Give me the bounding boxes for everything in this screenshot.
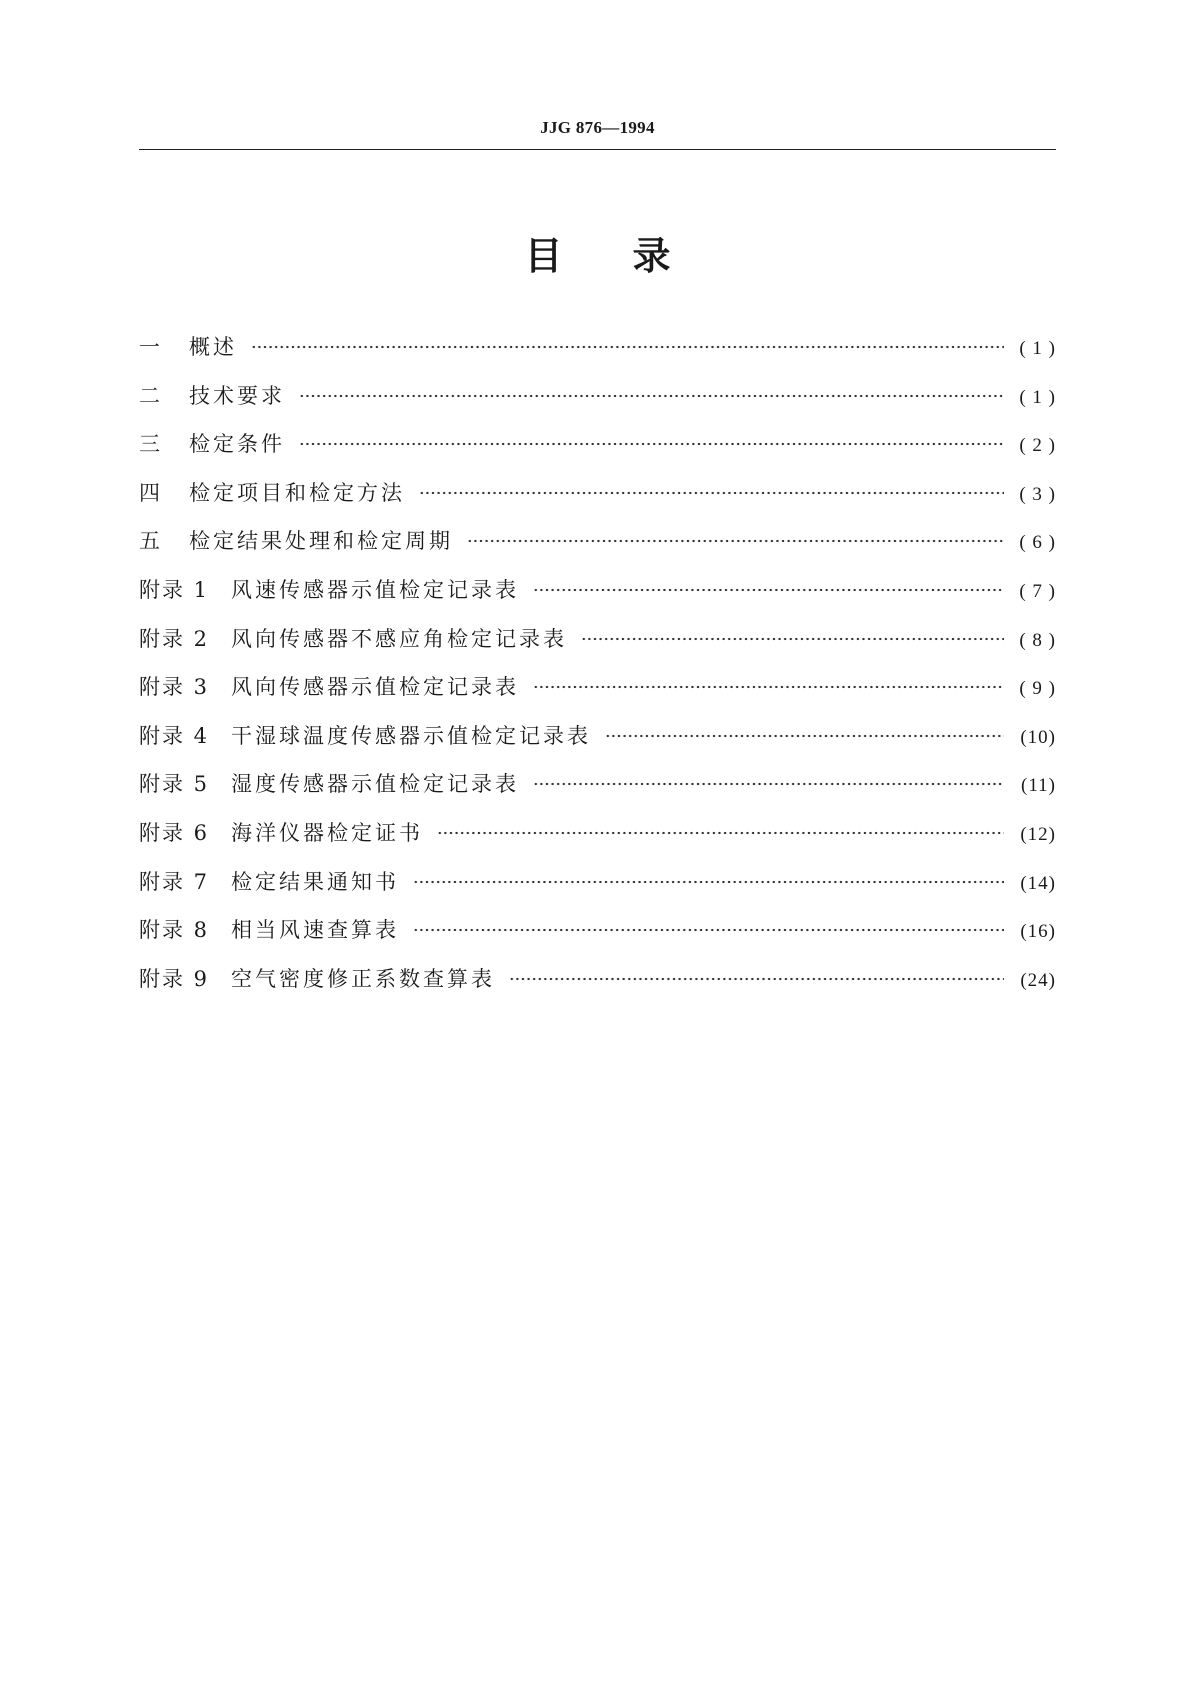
- toc-entry-page: ( 2 ): [1019, 435, 1056, 457]
- toc-entry-number: 二: [139, 383, 162, 408]
- toc-entry-page: (12): [1020, 823, 1056, 845]
- toc-entry-page: ( 6 ): [1019, 532, 1056, 554]
- toc-entry[interactable]: [139, 914, 1056, 963]
- toc-entry[interactable]: [139, 623, 1056, 672]
- toc-entry-number: 附录 9: [139, 966, 210, 991]
- toc-entry[interactable]: [139, 380, 1056, 429]
- toc-entry[interactable]: [139, 720, 1056, 769]
- toc-entry[interactable]: [139, 671, 1056, 720]
- toc-entry-label: 检定结果通知书: [231, 869, 399, 894]
- toc-entry-page: ( 8 ): [1019, 629, 1056, 651]
- toc-entry-number: 附录 2: [139, 626, 210, 651]
- toc-entry-page: (14): [1020, 872, 1056, 894]
- dot-leader: [467, 539, 1004, 543]
- dot-leader: [413, 928, 1004, 932]
- toc-entry-page: (24): [1020, 969, 1056, 991]
- toc-entry-number: 一: [139, 335, 162, 359]
- toc-entry[interactable]: [139, 866, 1056, 915]
- toc-entry-page: ( 1 ): [1019, 386, 1056, 408]
- toc-entry-label: 风向传感器不感应角检定记录表: [231, 626, 567, 651]
- toc-entry-number: 四: [139, 480, 162, 505]
- toc-entry-label: 干湿球温度传感器示值检定记录表: [231, 723, 591, 748]
- toc-entry-label: 风速传感器示值检定记录表: [231, 577, 519, 602]
- toc-entry-number: 附录 3: [139, 675, 210, 700]
- toc-entry-number: 三: [139, 432, 162, 457]
- toc-entry-label: 检定条件: [189, 432, 285, 457]
- toc-entry-label: 海洋仪器检定证书: [231, 820, 423, 845]
- toc-entry-number: 附录 1: [139, 577, 210, 602]
- page-title: 目录: [524, 234, 741, 278]
- dot-leader: [533, 685, 1004, 689]
- dot-leader: [437, 831, 1004, 835]
- toc-entry-number: 附录 6: [139, 820, 210, 845]
- toc-entry[interactable]: [139, 963, 1056, 1012]
- toc-entry-number: 附录 5: [139, 772, 210, 797]
- dot-leader: [251, 345, 1004, 349]
- dot-leader: [605, 734, 1004, 738]
- dot-leader: [299, 442, 1004, 446]
- toc-entry[interactable]: [139, 817, 1056, 866]
- toc-entry-number: 五: [139, 529, 162, 554]
- dot-leader: [299, 394, 1004, 398]
- toc-entry-label: 检定结果处理和检定周期: [189, 529, 453, 554]
- toc-entry-number: 附录 7: [139, 869, 210, 894]
- toc-entry-label: 相当风速查算表: [231, 918, 399, 943]
- dot-leader: [419, 491, 1004, 495]
- table-of-contents: [139, 331, 1056, 1011]
- toc-entry-label: 空气密度修正系数查算表: [231, 966, 495, 991]
- toc-entry-page: ( 9 ): [1019, 678, 1056, 700]
- header-rule: [139, 149, 1056, 150]
- toc-entry[interactable]: [139, 428, 1056, 477]
- toc-entry-label: 检定项目和检定方法: [189, 480, 405, 505]
- toc-entry[interactable]: [139, 768, 1056, 817]
- toc-entry-page: (16): [1020, 921, 1056, 943]
- dot-leader: [413, 880, 1004, 884]
- dot-leader: [533, 782, 1004, 786]
- toc-entry-page: (11): [1021, 775, 1056, 797]
- toc-entry-page: ( 7 ): [1019, 580, 1056, 602]
- dot-leader: [533, 588, 1004, 592]
- toc-entry-label: 湿度传感器示值检定记录表: [231, 772, 519, 797]
- dot-leader: [509, 977, 1004, 981]
- document-code: JJG 876—1994: [540, 118, 655, 137]
- toc-entry-page: ( 3 ): [1019, 483, 1056, 505]
- toc-entry[interactable]: [139, 331, 1056, 380]
- toc-entry-label: 概述: [189, 335, 237, 359]
- toc-entry-number: 附录 8: [139, 918, 210, 943]
- toc-entry-label: 技术要求: [189, 383, 285, 408]
- toc-entry[interactable]: [139, 525, 1056, 574]
- toc-entry[interactable]: [139, 574, 1056, 623]
- toc-entry[interactable]: [139, 477, 1056, 526]
- dot-leader: [581, 637, 1004, 641]
- toc-entry-page: (10): [1020, 726, 1056, 748]
- toc-entry-number: 附录 4: [139, 723, 210, 748]
- toc-entry-label: 风向传感器示值检定记录表: [231, 675, 519, 700]
- toc-entry-page: ( 1 ): [1019, 338, 1056, 359]
